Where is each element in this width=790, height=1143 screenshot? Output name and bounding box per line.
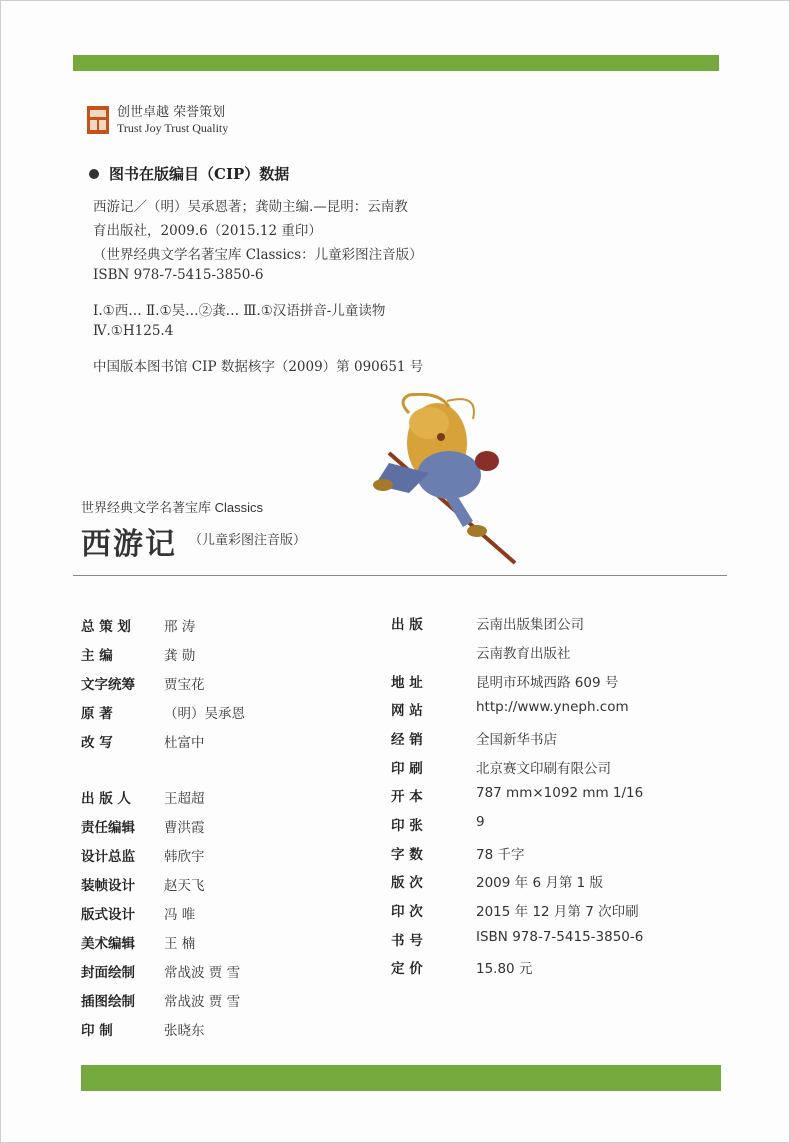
credit-value: 赵天飞 — [164, 878, 205, 894]
cip-heading-text: 图书在版编目（CIP）数据 — [109, 165, 290, 183]
book-subtitle: （儿童彩图注音版） — [189, 533, 307, 548]
credit-value: 邢 涛 — [164, 619, 196, 635]
pub-label: 书 号 — [391, 933, 423, 949]
credit-label: 主 编 — [81, 648, 113, 664]
credit-value: 王 楠 — [164, 936, 196, 952]
pub-value: 15.80 元 — [476, 961, 533, 977]
series-name: 世界经典文学名著宝库 Classics — [81, 500, 264, 515]
credit-label: 改 写 — [81, 735, 113, 751]
pub-value: 787 mm×1092 mm 1/16 — [476, 785, 644, 801]
credit-value: 常战波 贾 雪 — [164, 965, 241, 981]
pub-value: 昆明市环城西路 609 号 — [476, 675, 619, 691]
pub-label: 开 本 — [391, 789, 423, 805]
pub-value: 全国新华书店 — [476, 732, 557, 748]
divider — [73, 575, 727, 576]
pub-value: ISBN 978-7-5415-3850-6 — [476, 929, 644, 945]
credit-value: 贾宝花 — [164, 677, 205, 693]
pub-value: 78 千字 — [476, 847, 525, 863]
pub-label: 印 刷 — [391, 761, 423, 777]
cip-line: ISBN 978-7-5415-3850-6 — [93, 267, 264, 283]
top-green-bar — [73, 55, 719, 71]
credit-value: 张晓东 — [164, 1023, 205, 1039]
pub-value: 2015 年 12 月第 7 次印刷 — [476, 904, 639, 920]
credit-label: 设计总监 — [81, 849, 135, 865]
credit-label: 插图绘制 — [81, 994, 135, 1010]
credit-label: 版式设计 — [81, 907, 135, 923]
pub-label: 印 次 — [391, 904, 423, 920]
pub-label: 定 价 — [391, 961, 423, 977]
brand-block — [87, 105, 228, 135]
website-link[interactable]: http://www.yneph.com — [476, 699, 629, 715]
credit-label: 美术编辑 — [81, 936, 135, 952]
credit-label: 装帧设计 — [81, 878, 135, 894]
credit-label: 总 策 划 — [81, 619, 131, 635]
bullet-icon — [89, 169, 99, 179]
cip-line: Ⅳ.①H125.4 — [93, 323, 174, 339]
pub-value: 2009 年 6 月第 1 版 — [476, 875, 603, 891]
brand-slogan-cn: 创世卓越 荣誉策划 — [117, 105, 226, 120]
pub-label: 地 址 — [391, 675, 423, 691]
pub-value: 云南出版集团公司 — [476, 617, 584, 633]
pub-value: 北京赛文印刷有限公司 — [476, 761, 611, 777]
credit-label: 封面绘制 — [81, 965, 135, 981]
pub-label: 网 站 — [391, 703, 423, 719]
credit-label: 印 制 — [81, 1023, 113, 1039]
bottom-green-bar — [81, 1065, 721, 1091]
credit-value: 常战波 贾 雪 — [164, 994, 241, 1010]
pub-label: 字 数 — [391, 847, 423, 863]
pub-label: 印 张 — [391, 818, 423, 834]
credit-label: 文字统筹 — [81, 677, 135, 693]
cip-line: 育出版社，2009.6（2015.12 重印） — [93, 223, 322, 239]
credit-label: 责任编辑 — [81, 820, 135, 836]
cip-line: （世界经典文学名著宝库 Classics：儿童彩图注音版） — [93, 247, 423, 263]
pub-label: 经 销 — [391, 732, 423, 748]
pub-value: 云南教育出版社 — [476, 646, 571, 662]
cip-line: Ⅰ.①西… Ⅱ.①吴…②龚… Ⅲ.①汉语拼音-儿童读物 — [93, 303, 386, 319]
brand-text — [117, 105, 228, 135]
cip-line: 西游记／（明）吴承恩著；龚勋主编.—昆明：云南教 — [93, 199, 408, 215]
credit-value: 龚 勋 — [164, 648, 196, 664]
credit-value: 杜富中 — [164, 735, 205, 751]
brand-slogan-en: Trust Joy Trust Quality — [117, 121, 229, 135]
cip-heading — [89, 163, 289, 184]
pub-value: 9 — [476, 814, 485, 830]
book-title: 西游记 — [81, 527, 177, 562]
credit-value: 曹洪霞 — [164, 820, 205, 836]
pub-label: 出 版 — [391, 617, 423, 633]
cip-line: 中国版本图书馆 CIP 数据核字（2009）第 090651 号 — [93, 359, 424, 375]
credit-label: 出 版 人 — [81, 791, 131, 807]
monkey-king-illustration — [369, 393, 519, 565]
credit-value: 韩欣宇 — [164, 849, 205, 865]
credit-value: 王超超 — [164, 791, 205, 807]
credit-value: 冯 唯 — [164, 907, 196, 923]
credit-value: （明）吴承恩 — [164, 706, 245, 722]
credit-label: 原 著 — [81, 706, 113, 722]
pub-label: 版 次 — [391, 875, 423, 891]
brand-seal-icon — [87, 106, 109, 134]
